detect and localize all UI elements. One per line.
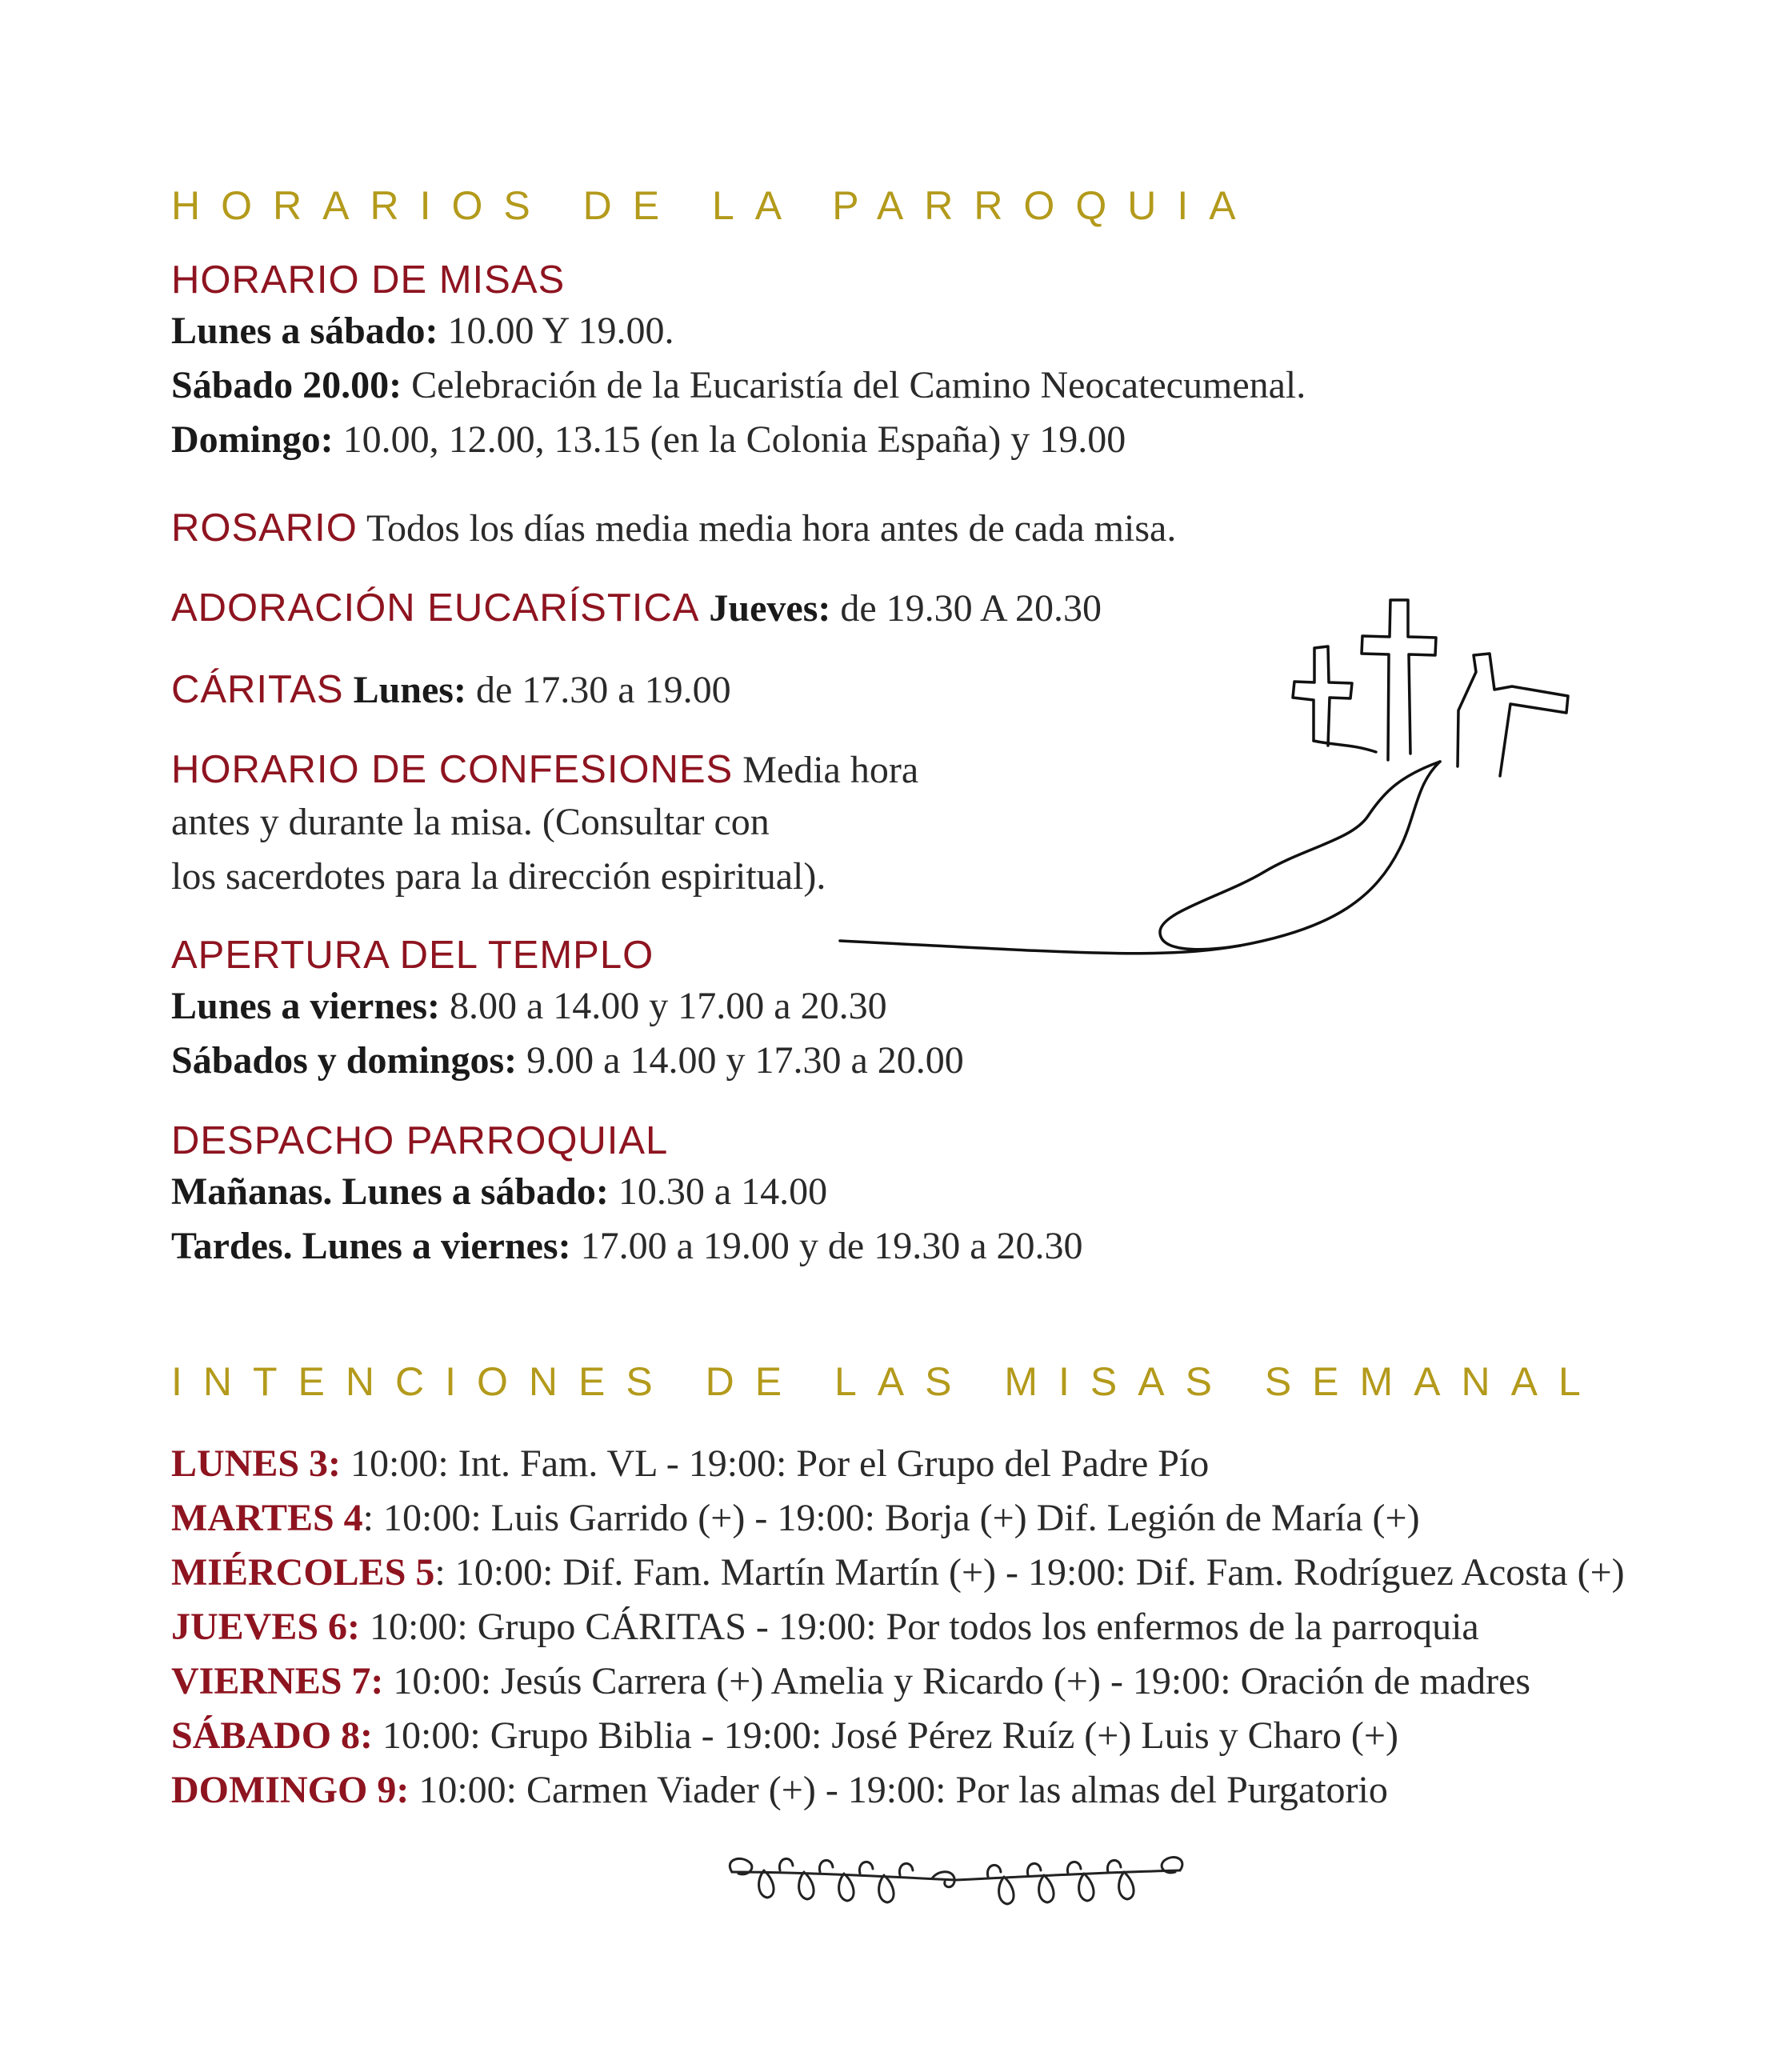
- apertura-row-label: Lunes a viernes:: [171, 985, 440, 1027]
- despacho-section: [171, 1118, 1083, 1274]
- misas-row: [171, 413, 1306, 467]
- intencion-text: 10:00: Int. Fam. VL - 19:00: Por el Grupo del Padre Pío: [341, 1442, 1210, 1485]
- intencion-row: [171, 1600, 1625, 1654]
- intencion-row: [171, 1709, 1625, 1763]
- intencion-day: VIERNES 7:: [171, 1660, 384, 1702]
- caritas-heading: CÁRITAS: [171, 668, 344, 711]
- intencion-day: LUNES 3:: [171, 1442, 342, 1485]
- adoracion-text: de 19.30 A 20.30: [830, 587, 1102, 630]
- despacho-row-label: Mañanas. Lunes a sábado:: [171, 1170, 609, 1213]
- misas-section: [171, 258, 1306, 467]
- misas-row: [171, 358, 1306, 413]
- apertura-heading: APERTURA DEL TEMPLO: [171, 934, 654, 977]
- misas-row-label: Domingo:: [171, 418, 334, 461]
- intencion-day: MARTES 4: [171, 1497, 363, 1539]
- confesiones-text: Media hora: [733, 749, 919, 791]
- apertura-row: [171, 1034, 964, 1088]
- intencion-text: 10:00: Jesús Carrera (+) Amelia y Ricardo (+) - 19:00: Oración de madres: [383, 1660, 1531, 1702]
- despacho-row: [171, 1165, 1083, 1219]
- despacho-row: [171, 1219, 1083, 1274]
- misas-row: [171, 304, 1306, 358]
- intencion-day: SÁBADO 8:: [171, 1714, 374, 1757]
- intencion-text: 10:00: Carmen Viader (+) - 19:00: Por las almas del Purgatorio: [409, 1769, 1388, 1811]
- horarios-title: HORARIOS DE LA PARROQUIA: [171, 183, 1257, 228]
- misas-row-text: 10.00 Y 19.00.: [438, 310, 674, 352]
- misas-row-label: Lunes a sábado:: [171, 310, 438, 352]
- misas-row-text: 10.00, 12.00, 13.15 (en la Colonia España) y 19.00: [333, 418, 1126, 461]
- intenciones-title: INTENCIONES DE LAS MISAS SEMANAL: [171, 1359, 1602, 1404]
- confesiones-line: los sacerdotes para la dirección espiritual).: [171, 855, 826, 898]
- confesiones-line: antes y durante la misa. (Consultar con: [171, 801, 770, 843]
- adoracion-heading: ADORACIÓN EUCARÍSTICA: [171, 586, 700, 630]
- despacho-heading: DESPACHO PARROQUIAL: [171, 1119, 669, 1162]
- intencion-text: : 10:00: Luis Garrido (+) - 19:00: Borja (+) Dif. Legión de María (+): [362, 1497, 1420, 1539]
- adoracion-label: Jueves:: [699, 587, 831, 630]
- intencion-day: DOMINGO 9:: [171, 1769, 410, 1811]
- caritas-text: de 17.30 a 19.00: [466, 669, 731, 711]
- misas-row-text: Celebración de la Eucaristía del Camino Neocatecumenal.: [402, 364, 1306, 406]
- intencion-text: : 10:00: Dif. Fam. Martín Martín (+) - 19:00: Dif. Fam. Rodríguez Acosta (+): [434, 1551, 1625, 1594]
- despacho-row-text: 10.30 a 14.00: [608, 1170, 828, 1213]
- apertura-row-text: 9.00 a 14.00 y 17.30 a 20.00: [517, 1039, 964, 1082]
- intencion-text: 10:00: Grupo Biblia - 19:00: José Pérez Ruíz (+) Luis y Charo (+): [373, 1714, 1398, 1757]
- apertura-row-text: 8.00 a 14.00 y 17.00 a 20.30: [440, 985, 887, 1027]
- rosario-text: Todos los días media media hora antes de cada misa.: [357, 507, 1177, 550]
- intencion-day: MIÉRCOLES 5: [171, 1551, 435, 1594]
- intencion-row: [171, 1437, 1625, 1491]
- leaf-garland-icon: [716, 1840, 1196, 1928]
- confesiones-heading: HORARIO DE CONFESIONES: [171, 748, 734, 791]
- intencion-day: JUEVES 6:: [171, 1606, 361, 1648]
- misas-heading: HORARIO DE MISAS: [171, 258, 566, 302]
- intencion-row: [171, 1546, 1625, 1600]
- misas-row-label: Sábado 20.00:: [171, 364, 402, 406]
- intencion-row: [171, 1763, 1625, 1818]
- despacho-row-text: 17.00 a 19.00 y de 19.30 a 20.30: [570, 1225, 1083, 1267]
- confesiones-section: [171, 747, 918, 904]
- caritas-label: Lunes:: [343, 669, 466, 711]
- apertura-row-label: Sábados y domingos:: [171, 1039, 518, 1082]
- calvary-crosses-icon: [824, 576, 1792, 992]
- intenciones-list: [171, 1437, 1625, 1818]
- caritas-section: [171, 667, 731, 712]
- intencion-row: [171, 1491, 1625, 1546]
- despacho-row-label: Tardes. Lunes a viernes:: [171, 1225, 571, 1267]
- intencion-text: 10:00: Grupo CÁRITAS - 19:00: Por todos los enfermos de la parroquia: [360, 1606, 1479, 1648]
- rosario-heading: ROSARIO: [171, 506, 358, 550]
- rosario-section: [171, 506, 1176, 550]
- intencion-row: [171, 1654, 1625, 1709]
